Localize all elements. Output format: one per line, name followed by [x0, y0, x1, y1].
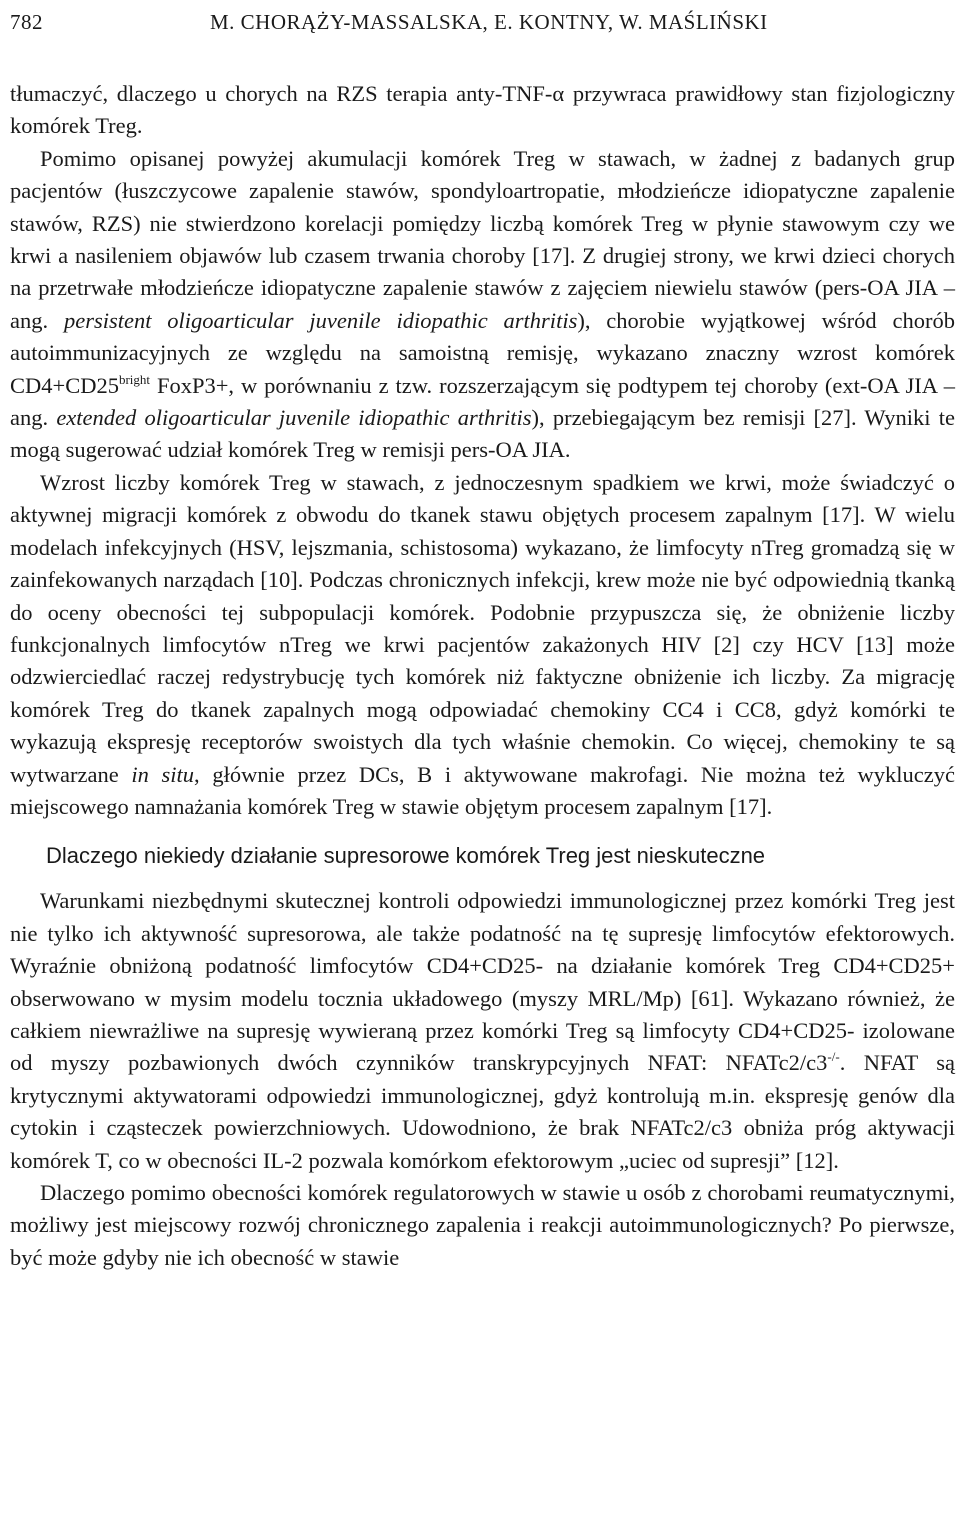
- text-span: . NFAT są krytycznymi aktywatorami odpowiedzi immunologicznej, gdyż kontrolują m.in. ekspresję genów dla cytokin i cząsteczek powierzchniowych. Udowodniono, że brak NFATc2/c3 obniża próg aktywacji komórek T, co w obecności IL-2 pozwala komórkom efektorowym „uciec od supresji” [12].: [10, 1050, 955, 1173]
- paragraph-3: [10, 467, 955, 823]
- superscript: -/-: [827, 1049, 840, 1065]
- text-span: Pomimo opisanej powyżej akumulacji komórek Treg w stawach, w żadnej z badanych grup pacjentów (łuszczycowe zapalenie stawów, spondyloartropatie, młodzieńcze idiopatyczne zapalenie stawów, RZS) nie stwierdzono korelacji pomiędzy liczbą komórek Treg w płynie stawowym czy we krwi a nasileniem objawów lub czasem trwania choroby [17]. Z drugiej strony, we krwi dzieci chorych na przetrwałe młodzieńcze idiopatyczne zapalenie stawów z zajęciem niewielu stawów (pers-OA JIA – ang.: [10, 145, 955, 333]
- italic-term: extended oligoarticular juvenile idiopathic arthritis: [56, 405, 532, 431]
- superscript: bright: [118, 371, 151, 387]
- paragraph-5: Dlaczego pomimo obecności komórek regulatorowych w stawie u osób z chorobami reumatycznymi, możliwy jest miejscowy rozwój chronicznego zapalenia i reakcji autoimmunologicznych? Po pierwsze, być może gdyby nie ich obecność w stawie: [10, 1180, 955, 1270]
- text-span: Wzrost liczby komórek Treg w stawach, z jednoczesnym spadkiem we krwi, może świadczyć o aktywnej migracji komórek z obwodu do tkanek stawu objętych procesem zapalnym [17]. W wielu modelach infekcyjnych (HSV, lejszmania, schistosoma) wykazano, że limfocyty nTreg gromadzą się w zainfekowanych narządach [10]. Podczas chronicznych infekcji, krew może nie być odpowiednią tkanką do oceny obecności tej subpopulacji komórek. Podobnie przypuszcza się, że obniżenie liczby funkcjonalnych limfocytów nTreg we krwi pacjentów zakażonych HIV [2] czy HCV [13] może odzwierciedlać raczej redystrybucję tych komórek niż faktyczne obniżenie ich liczby. Za migrację komórek Treg do tkanek zapalnych mogą odpowiadać chemokiny CC4 i CC8, gdyż komórki te wykazują ekspresję receptorów swoistych dla tych właśnie chemokin. Co więcej, chemokiny te są wytwarzane: [10, 469, 955, 787]
- paragraph-2: [10, 143, 955, 467]
- text-span: , głównie przez DCs, B i aktywowane makrofagi. Nie można też wykluczyć miejscowego namnażania komórek Treg w stawie objętym procesem zapalnym [17].: [10, 761, 955, 819]
- running-header: [10, 4, 950, 38]
- text-span: Warunkami niezbędnymi skutecznej kontroli odpowiedzi immunologicznej przez komórki Treg jest nie tylko ich aktywność supresorowa, ale także podatność na tę supresję limfocytów efektorowych. Wyraźnie obniżoną podatność limfocytów CD4+CD25- na działanie komórek Treg CD4+CD25+ obserwowano w mysim modelu tocznia układowego (myszy MRL/Mp) [61]. Wykazano również, że całkiem niewrażliwe na supresję wywieraną przez komórki Treg są limfocyty CD4+CD25- izolowane od myszy pozbawionych dwóch czynników transkrypcyjnych NFAT: NFATc2/c3: [10, 888, 955, 1076]
- body-text: [10, 78, 955, 1274]
- text-span: ), chorobie wyjątkowej wśród chorób autoimmunizacyjnych ze względu na samoistną remisję, wykazano znaczny wzrost komórek CD4+CD25: [10, 307, 955, 398]
- paragraph-1: tłumaczyć, dlaczego u chorych na RZS terapia anty-TNF-α przywraca prawidłowy stan fizjologiczny komórek Treg.: [10, 81, 955, 139]
- text-span: ), przebiegającym bez remisji [27]. Wyniki te mogą sugerować udział komórek Treg w remisji pers-OA JIA.: [10, 405, 955, 463]
- text-span: FoxP3+, w porównaniu z tzw. rozszerzającym się podtypem tej choroby (ext-OA JIA – ang.: [10, 372, 955, 431]
- italic-term: in situ: [131, 761, 195, 787]
- paragraph-4: [10, 885, 955, 1177]
- header-authors: M. CHORĄŻY-MASSALSKA, E. KONTNY, W. MAŚLIŃSKI: [210, 10, 768, 34]
- italic-term: persistent oligoarticular juvenile idiopathic arthritis: [63, 307, 578, 333]
- page-number: 782: [10, 10, 43, 34]
- section-heading: Dlaczego niekiedy działanie supresorowe komórek Treg jest nieskuteczne: [46, 843, 766, 869]
